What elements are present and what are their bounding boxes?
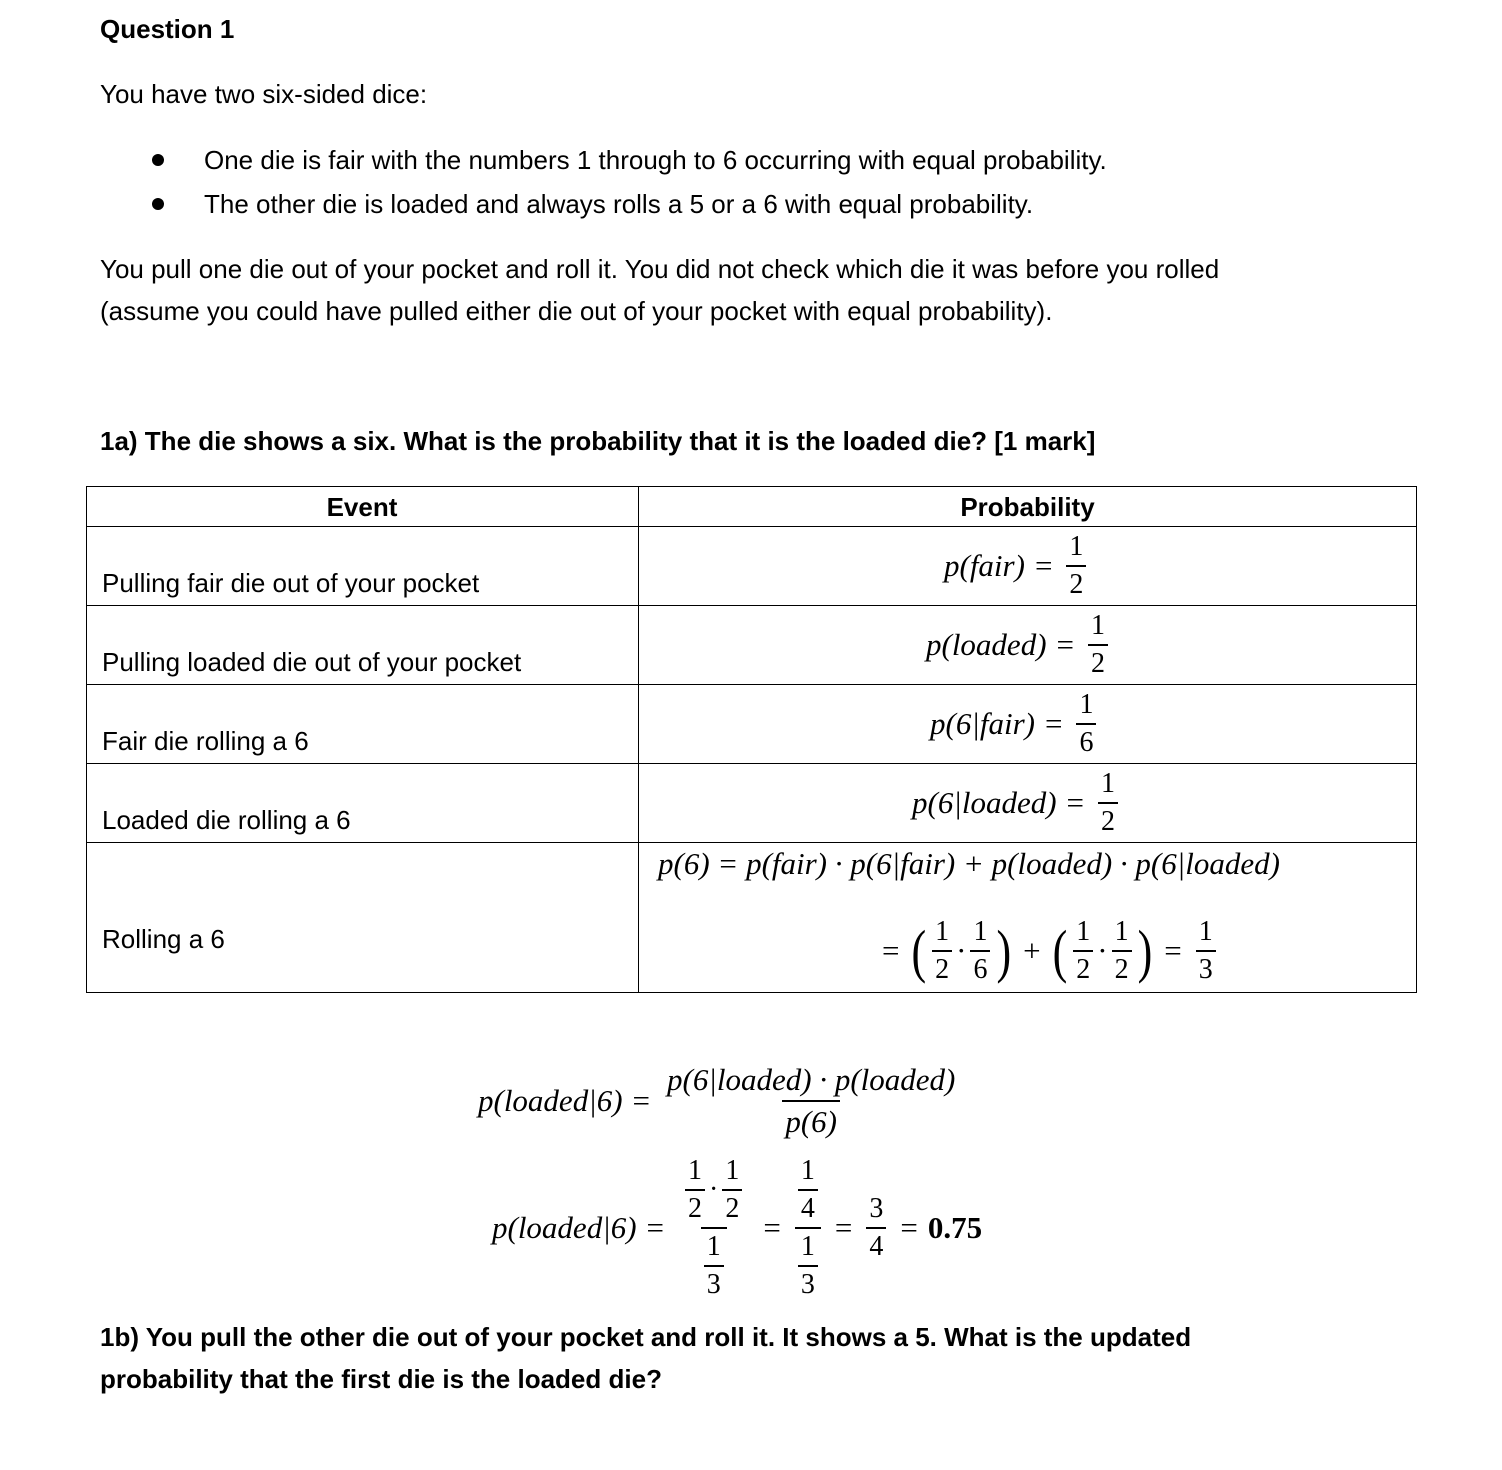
table-border — [86, 992, 1417, 993]
prob-num: 1 — [1101, 768, 1116, 799]
table-divider — [86, 684, 1417, 685]
paragraph-line-2: (assume you could have pulled either die out of your pocket with equal probability). — [100, 296, 1053, 326]
table-row-probability: p(6|fair) = $\frac{1}{6}$ — [930, 686, 1100, 762]
prob-lhs: p(6|fair) — [930, 706, 1035, 741]
bayes-formula: p(loaded|6) = $\frac{\text{p(6|loaded) · p(loaded)}}{p(6)}$ — [478, 1058, 962, 1144]
bayes-denominator: p(6) — [782, 1100, 840, 1140]
probability-table — [86, 486, 1417, 993]
header-probability: Probability — [960, 492, 1095, 522]
question-1a: 1a) The die shows a six. What is the probability that it is the loaded die? [1 mark] — [100, 426, 1096, 456]
prob-num: 1 — [1079, 689, 1094, 720]
prob-den: 6 — [1076, 723, 1096, 759]
table-row-event: Rolling a 6 — [102, 924, 225, 954]
table-row-event: Fair die rolling a 6 — [102, 726, 309, 756]
table-divider — [86, 842, 1417, 843]
table-row-probability: p(loaded) = $\frac{1}{2}$ — [926, 607, 1112, 683]
table-row-probability: p(6|loaded) = $\frac{1}{2}$ — [912, 765, 1122, 841]
table-divider — [86, 763, 1417, 764]
table-border — [86, 486, 87, 993]
table-divider — [638, 486, 639, 993]
bullet-item-fair: One die is fair with the numbers 1 through to 6 occurring with equal probability. — [204, 145, 1107, 175]
table-row-probability: p(fair) = $\frac{1}{2}$ — [944, 528, 1090, 604]
bayes-lhs: p(loaded|6) — [478, 1083, 623, 1118]
bayes-result: 0.75 — [927, 1210, 983, 1245]
table-divider — [86, 605, 1417, 606]
table-row-event: Loaded die rolling a 6 — [102, 805, 351, 835]
table-divider — [86, 526, 1417, 527]
bayes-lhs: p(loaded|6) — [492, 1210, 637, 1245]
table-row-event: Pulling fair die out of your pocket — [102, 568, 480, 598]
header-event: Event — [326, 492, 398, 522]
bullet-dot — [152, 198, 164, 210]
prob-lhs: p(loaded) — [926, 627, 1047, 662]
table-border — [1416, 486, 1417, 993]
prob-den: 2 — [1066, 565, 1086, 601]
prob-num: 1 — [1091, 610, 1106, 641]
result-den: 3 — [1196, 950, 1216, 986]
question-1b-line-1: 1b) You pull the other die out of your pocket and roll it. It shows a 5. What is the updated — [100, 1322, 1192, 1352]
bayes-numerator: p(6|loaded) · p(loaded) — [667, 1062, 956, 1097]
prob-den: 2 — [1088, 644, 1108, 680]
prob-lhs: p(fair) — [944, 548, 1025, 583]
result-num: 1 — [1198, 916, 1213, 947]
paragraph-line-1: You pull one die out of your pocket and roll it. You did not check which die it was before you rolled — [100, 254, 1220, 284]
prob-den: 2 — [1098, 802, 1118, 838]
bayes-evaluation: p(loaded|6) = $\frac{1}{2}$ · $\frac{1}{2}$ $\frac{1}{3}$ = $\frac{\frac{1}{4}}{\frac{1}{3}}$ = $\frac{3}{4}$ = 0.75 — [492, 1155, 983, 1300]
total-probability-formula: p(6) = p(fair) · p(6|fair) + p(loaded) · p(6|loaded) — [658, 846, 1280, 881]
prob-num: 1 — [1069, 531, 1084, 562]
intro-text: You have two six-sided dice: — [100, 79, 428, 109]
question-title: Question 1 — [100, 14, 235, 44]
total-probability-evaluation: = ( $\frac{1}{2}$ · $\frac{1}{6}$ ) + ( $\frac{1}{2}$ · $\frac{1}{2}$ ) = $\frac{1}{3}$ — [872, 914, 1220, 988]
table-row-event: Pulling loaded die out of your pocket — [102, 647, 522, 677]
bullet-item-loaded: The other die is loaded and always rolls a 5 or a 6 with equal probability. — [204, 189, 1034, 219]
prob-lhs: p(6|loaded) — [912, 785, 1057, 820]
bullet-dot — [152, 154, 164, 166]
question-1b-line-2: probability that the first die is the loaded die? — [100, 1364, 662, 1394]
